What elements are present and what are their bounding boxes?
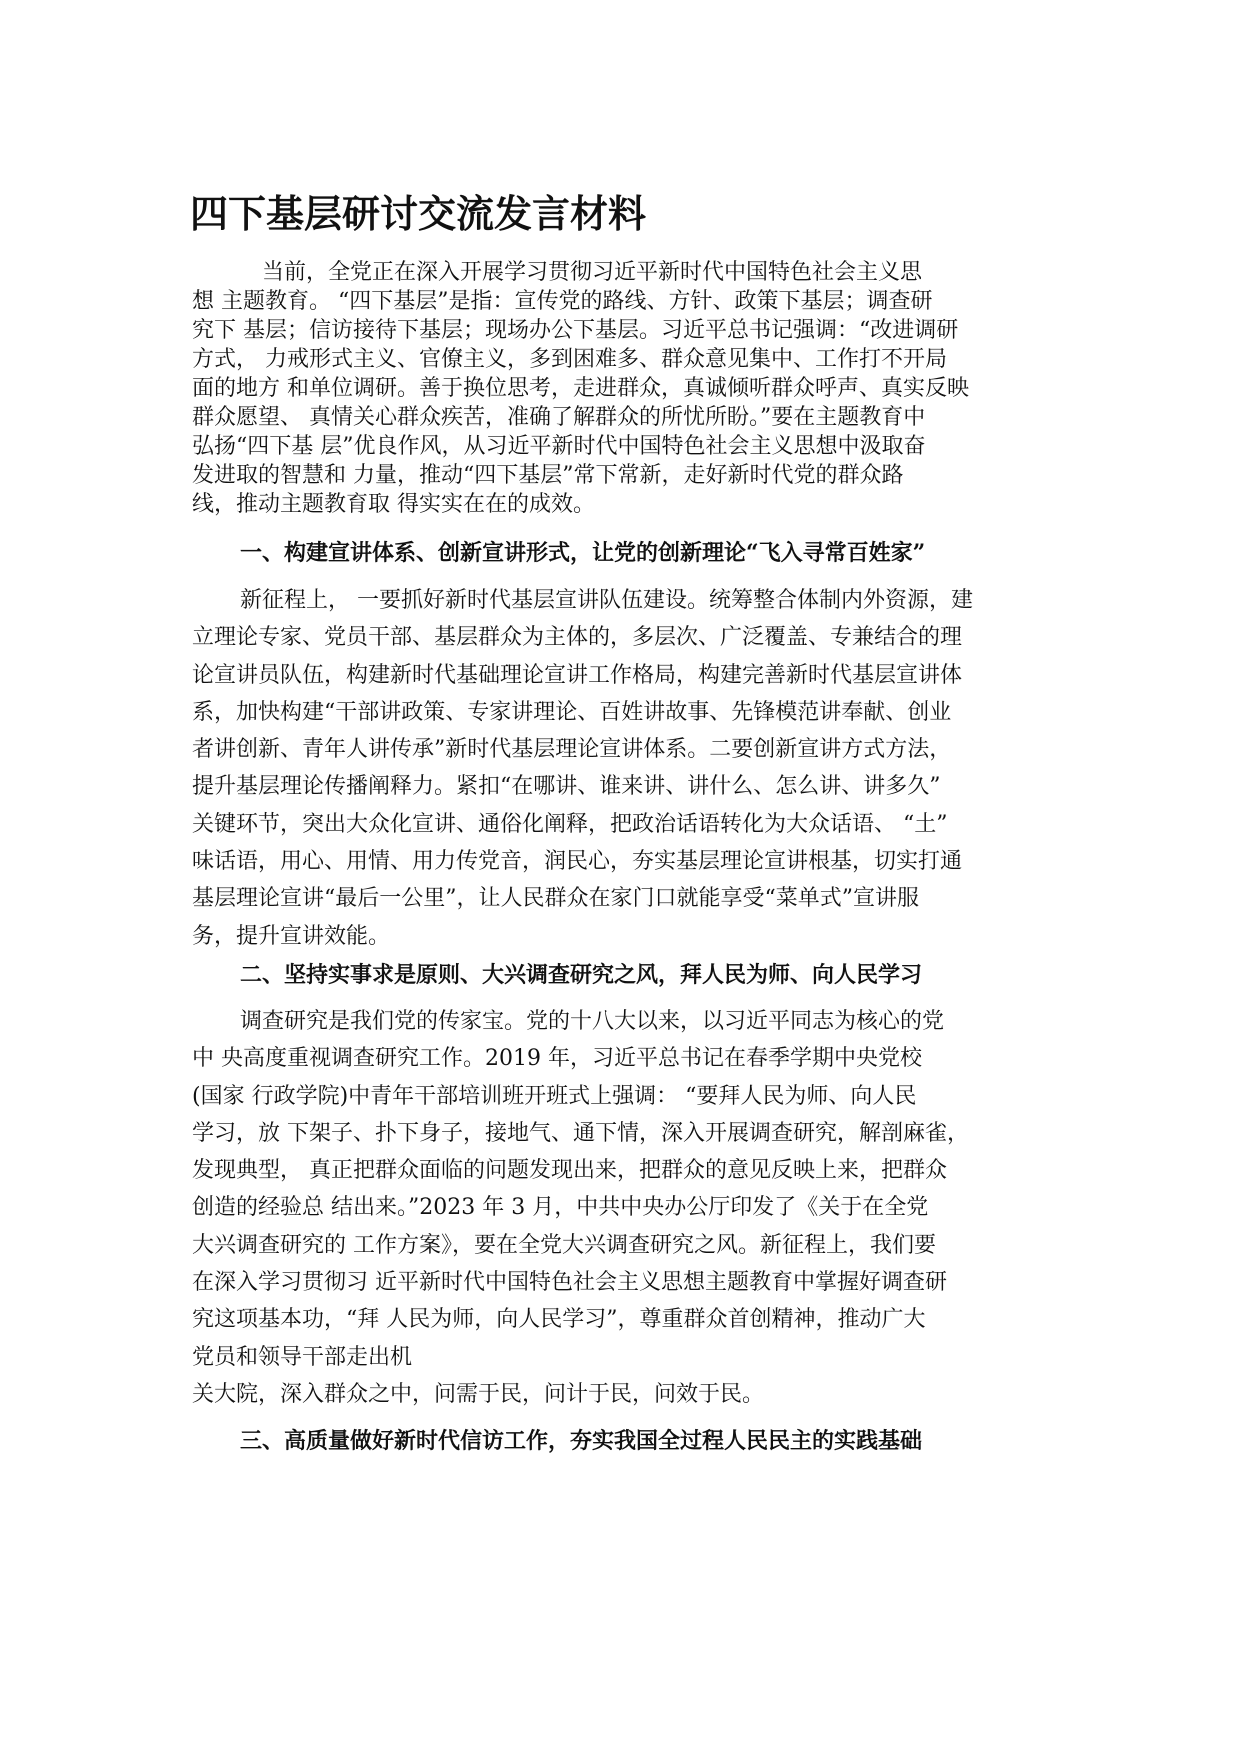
body-line: 味话语，用心、用情、用力传党音，润民心，夯实基层理论宣讲根基，切实打通 (192, 849, 963, 875)
body-line: 在深入学习贯彻习 近平新时代中国特色社会主义思想主题教育中掌握好调查研 (192, 1270, 947, 1296)
body-line: 者讲创新、青年人讲传承”新时代基层理论宣讲体系。二要创新宣讲方式方法， (192, 737, 952, 763)
intro-line: 发进取的智慧和 力量，推动“四下基层”常下常新，走好新时代党的群众路 (192, 463, 904, 488)
body-line: 学习，放 下架子、扑下身子，接地气、通下情，深入开展调查研究，解剖麻雀， (192, 1120, 969, 1146)
body-line: (国家 行政学院)中青年干部培训班开班式上强调： “要拜人民为师、向人民 (192, 1083, 917, 1109)
body-line: 基层理论宣讲“最后一公里”，让人民群众在家门口就能享受“菜单式”宣讲服 (192, 886, 919, 912)
intro-line: 当前，全党正在深入开展学习贯彻习近平新时代中国特色社会主义思 (262, 260, 923, 285)
body-line: 关键环节，突出大众化宣讲、通俗化阐释，把政治话语转化为大众话语、 “土” (192, 811, 948, 837)
body-line: 究这项基本功，“拜 人民为师，向人民学习”，尊重群众首创精神，推动广大 (192, 1307, 926, 1333)
section-1-heading: 一、构建宣讲体系、创新宣讲形式，让党的创新理论“飞入寻常百姓家” (240, 540, 926, 566)
section-2-heading: 二、坚持实事求是原则、大兴调查研究之风，拜人民为师、向人民学习 (240, 962, 923, 988)
intro-line: 群众愿望、 真情关心群众疾苦，准确了解群众的所忧所盼。”要在主题教育中 (192, 405, 926, 430)
body-line: 系，加快构建“干部讲政策、专家讲理论、百姓讲故事、先锋模范讲奉献、创业 (192, 699, 952, 725)
intro-line: 方式， 力戒形式主义、官僚主义，多到困难多、群众意见集中、工作打不开局 (192, 347, 947, 372)
body-line: 提升基层理论传播阐释力。紧扣“在哪讲、谁来讲、讲什么、怎么讲、讲多久” (192, 774, 941, 800)
section-3-heading: 三、高质量做好新时代信访工作，夯实我国全过程人民民主的实践基础 (240, 1428, 923, 1454)
intro-line: 究下 基层；信访接待下基层；现场办公下基层。习近平总书记强调：“改进调研 (192, 318, 959, 343)
body-line: 党员和领导干部走出机 (192, 1344, 413, 1370)
body-line: 大兴调查研究的 工作方案》，要在全党大兴调查研究之风。新征程上，我们要 (192, 1232, 936, 1258)
body-line: 新征程上， 一要抓好新时代基层宣讲队伍建设。统筹整合体制内外资源，建 (240, 588, 973, 613)
body-line: 务，提升宣讲效能。 (192, 923, 391, 949)
document-title: 四下基层研讨交流发言材料 (190, 192, 647, 236)
intro-line: 线，推动主题教育取 得实实在在的成效。 (192, 492, 595, 517)
intro-paragraph (192, 258, 1052, 519)
body-line: 创造的经验总 结出来。”2023 年 3 月，中共中央办公厅印发了《关于在全党 (192, 1195, 929, 1221)
body-line: 关大院，深入群众之中，问需于民，问计于民，问效于民。 (192, 1381, 765, 1407)
section-1-body (192, 582, 1062, 955)
intro-line: 面的地方 和单位调研。善于换位思考，走进群众，真诚倾听群众呼声、真实反映 (192, 376, 969, 401)
section-2-body (192, 1003, 1062, 1413)
body-line: 论宣讲员队伍，构建新时代基础理论宣讲工作格局，构建完善新时代基层宣讲体 (192, 662, 963, 688)
body-line: 立理论专家、党员干部、基层群众为主体的，多层次、广泛覆盖、专兼结合的理 (192, 625, 963, 651)
body-line: 调查研究是我们党的传家宝。党的十八大以来，以习近平同志为核心的党 (240, 1009, 945, 1034)
intro-line: 弘扬“四下基 层”优良作风，从习近平新时代中国特色社会主义思想中汲取奋 (192, 434, 926, 459)
body-line: 发现典型， 真正把群众面临的问题发现出来，把群众的意见反映上来，把群众 (192, 1158, 947, 1184)
body-line: 中 央高度重视调查研究工作。2019 年，习近平总书记在春季学期中央党校 (192, 1046, 922, 1072)
intro-line: 想 主题教育。 “四下基层”是指：宣传党的路线、方针、政策下基层；调查研 (192, 289, 933, 314)
